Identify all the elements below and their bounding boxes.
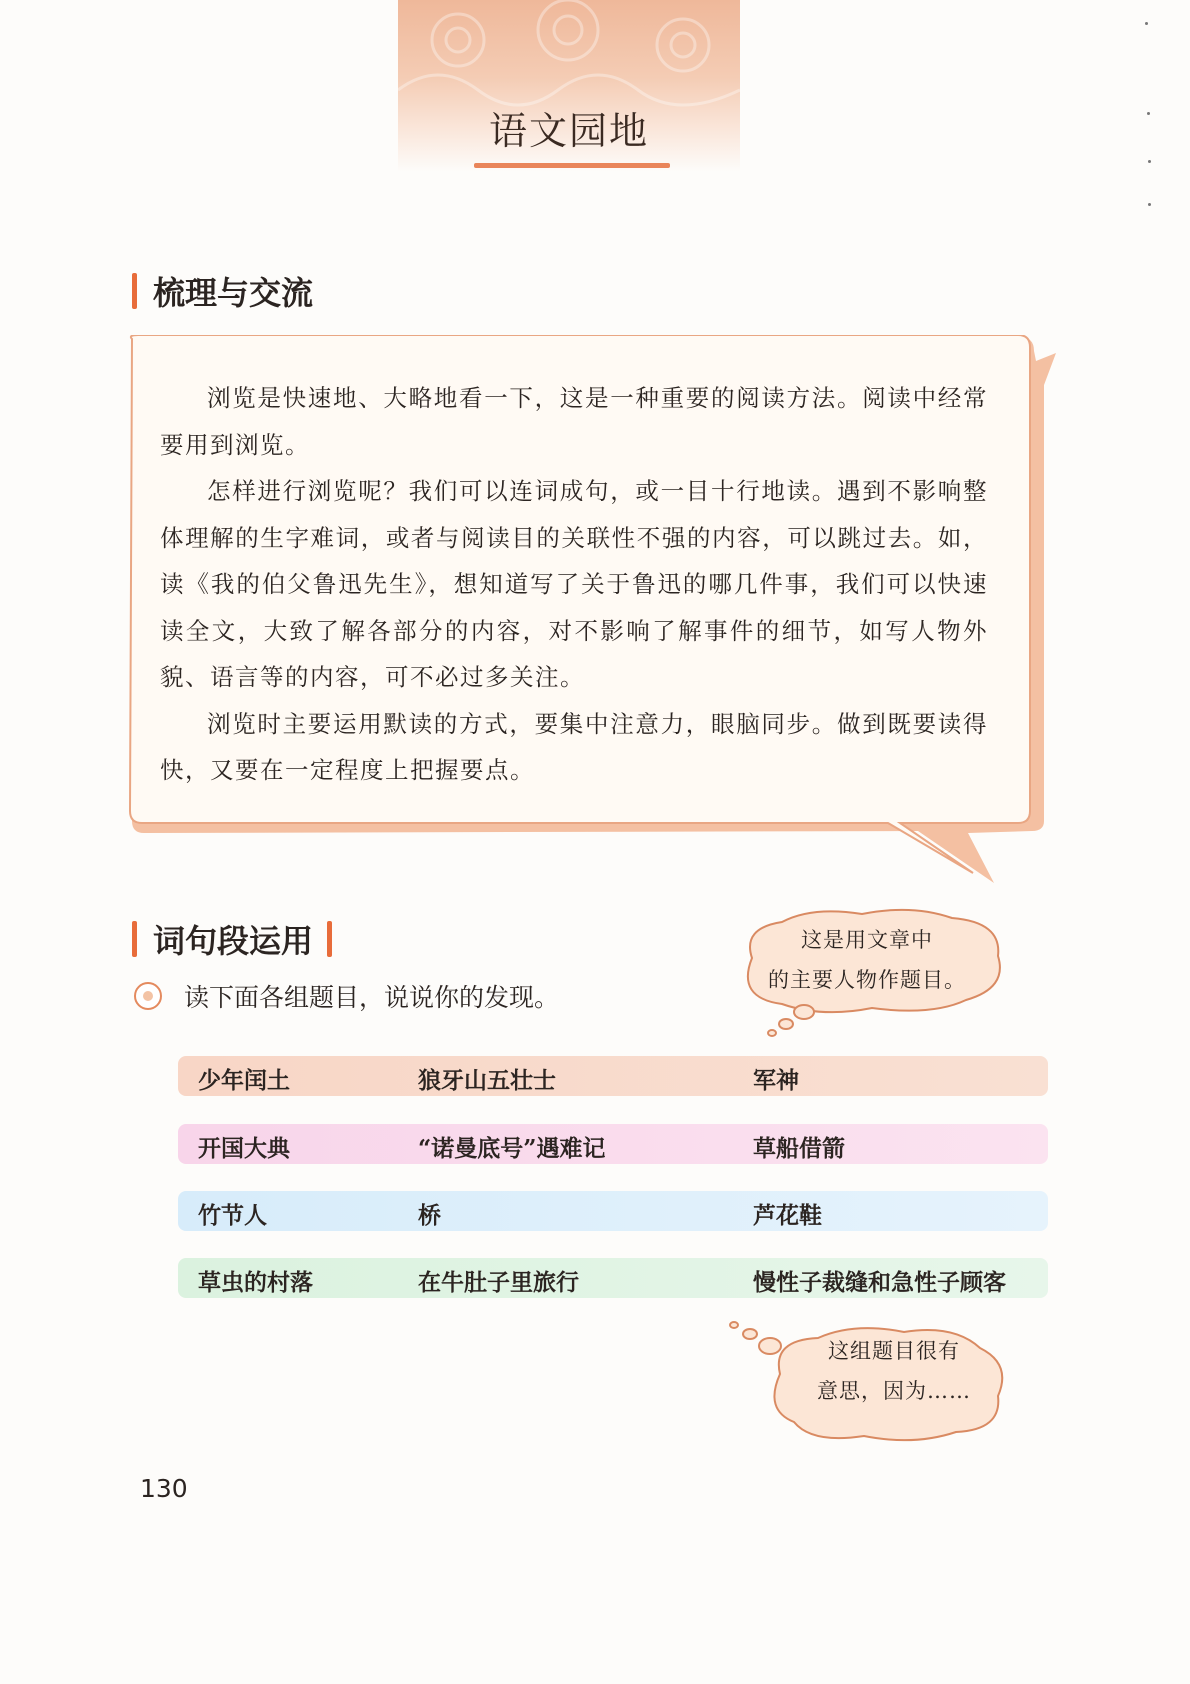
title-cell: “诺曼底号”遇难记	[418, 1135, 606, 1162]
title-cell: 开国大典	[198, 1135, 290, 1162]
heading-bar	[132, 273, 137, 309]
title-row	[178, 1056, 1048, 1096]
heading-bar	[327, 921, 332, 957]
scan-dot	[1147, 112, 1150, 115]
title-row	[178, 1258, 1048, 1298]
section-heading-text: 梳理与交流	[153, 274, 314, 312]
title-cell: 慢性子裁缝和急性子顾客	[753, 1269, 1006, 1296]
bubble-line: 这组题目很有	[828, 1339, 960, 1363]
thought-bubble-text	[784, 1331, 1004, 1411]
section-heading-1	[132, 268, 313, 314]
instruction-text: 读下面各组题目，说说你的发现。	[184, 983, 560, 1012]
scan-dot	[1148, 203, 1151, 206]
title-underline	[474, 163, 670, 168]
title-cell: 草虫的村落	[198, 1269, 313, 1296]
header-banner	[398, 0, 740, 172]
section-heading-2	[132, 916, 332, 962]
title-cell: 少年闰土	[198, 1067, 290, 1094]
scan-dot	[1145, 22, 1148, 25]
title-row	[178, 1191, 1048, 1231]
question-circle-icon	[134, 982, 162, 1010]
bubble-line: 意思，因为……	[817, 1379, 971, 1403]
bubble-line: 这是用文章中	[801, 928, 933, 952]
paragraph: 怎样进行浏览呢？我们可以连词成句，或一目十行地读。遇到不影响整体理解的生字难词，或者与阅读目的关联性不强的内容，可以跳过去。如，读《我的伯父鲁迅先生》，想知道写了关于鲁迅的哪几件事，我们可以快速读全文，大致了解各部分的内容，对不影响了解事件的细节，如写人物外貌、语言等的内容，可不必过多关注。	[160, 477, 988, 691]
title-cell: 在牛肚子里旅行	[418, 1269, 579, 1296]
instruction	[134, 978, 559, 1014]
title-cell: 桥	[418, 1202, 441, 1229]
title-row	[178, 1124, 1048, 1164]
title-cell: 狼牙山五壮士	[418, 1067, 556, 1094]
paragraph: 浏览是快速地、大略地看一下，这是一种重要的阅读方法。阅读中经常要用到浏览。	[160, 384, 988, 459]
title-cell: 草船借箭	[753, 1135, 845, 1162]
section1-body	[160, 375, 988, 794]
page-title: 语文园地	[488, 109, 649, 153]
title-cell: 芦花鞋	[753, 1202, 822, 1229]
section-heading-text: 词句段运用	[153, 922, 314, 960]
page-number: 130	[140, 1474, 188, 1503]
paragraph: 浏览时主要运用默读的方式，要集中注意力，眼脑同步。做到既要读得快，又要在一定程度上把握要点。	[160, 709, 988, 784]
thought-bubble-text	[742, 920, 992, 1000]
scan-dot	[1148, 160, 1151, 163]
bubble-line: 的主要人物作题目。	[768, 968, 966, 992]
title-cell: 竹节人	[198, 1202, 267, 1229]
heading-bar	[132, 921, 137, 957]
title-cell: 军神	[753, 1067, 799, 1094]
